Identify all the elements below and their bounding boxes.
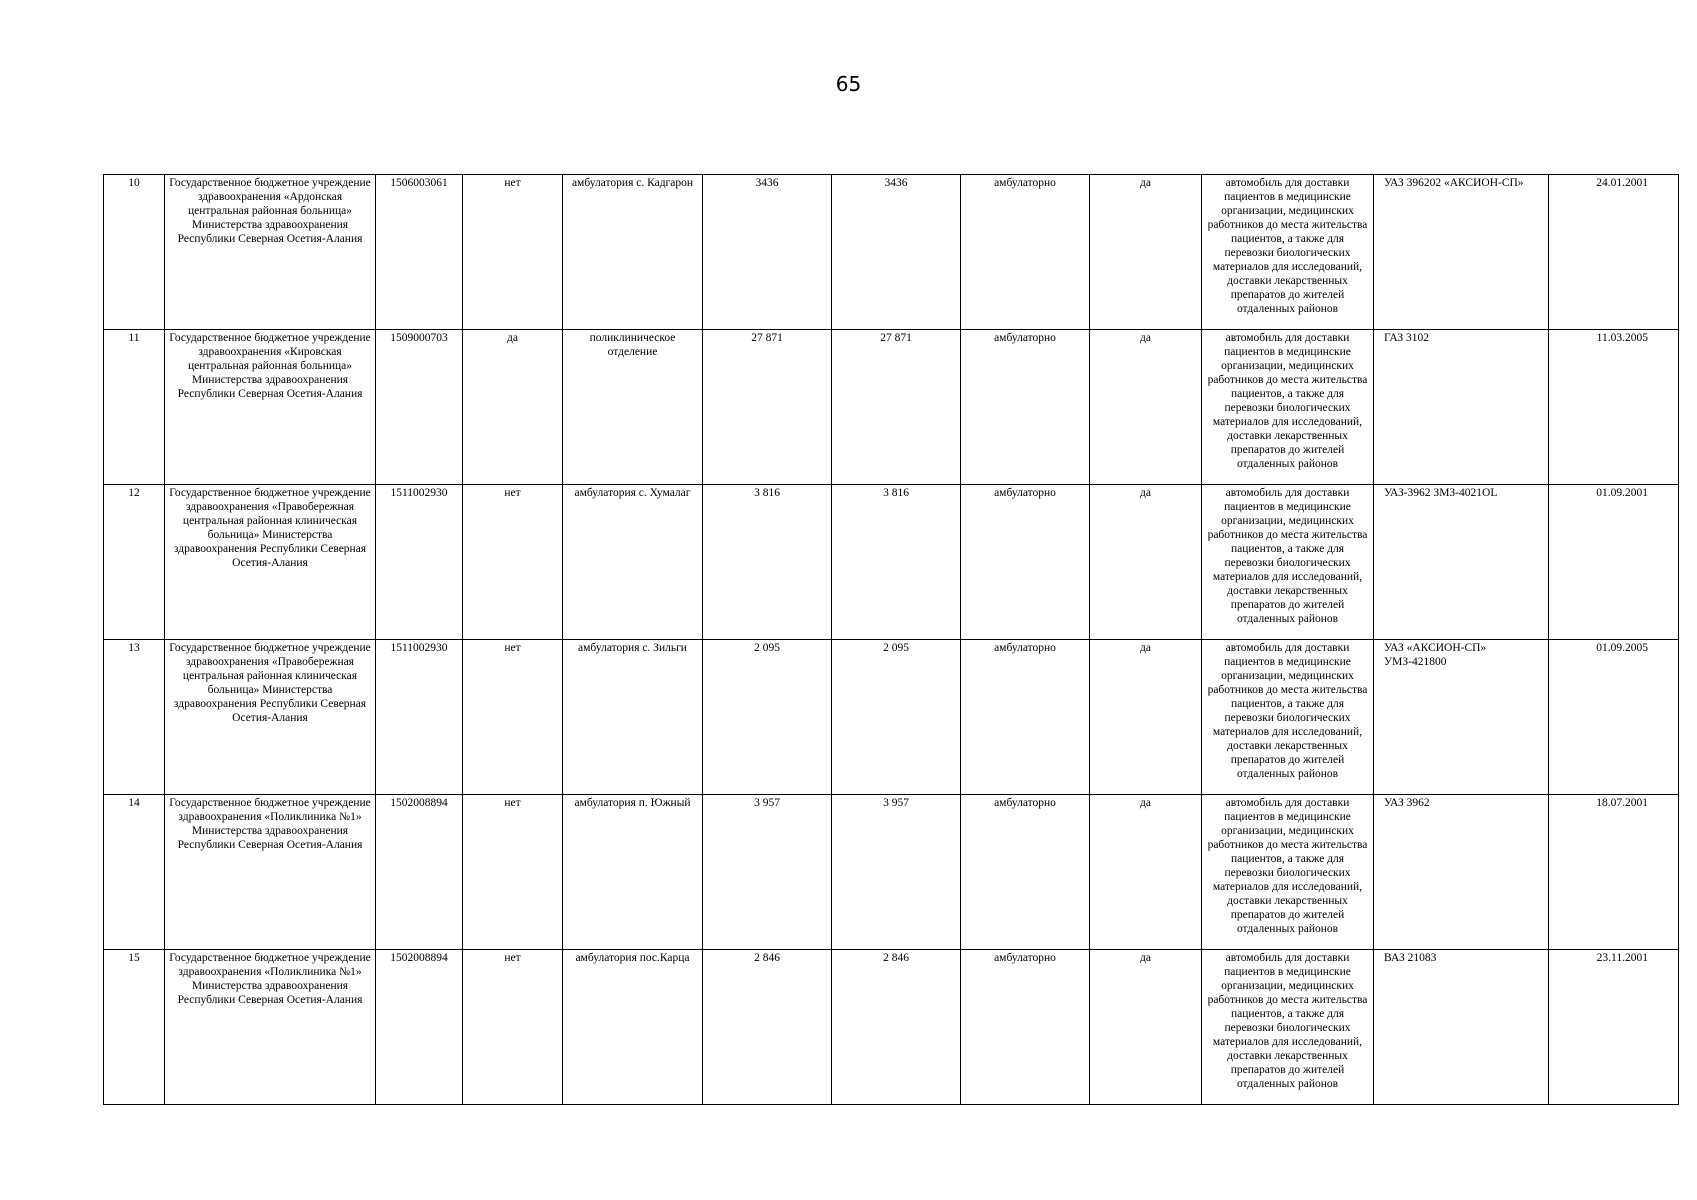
table-body: [104, 175, 1679, 1105]
purpose-cell: автомобиль для доставки пациентов в медицинские организации, медицинских работников до места жительства пациентов, а также для перевозки биологических материалов для исследований, доставки лекарственных препаратов до жителей отдаленных районов: [1202, 640, 1374, 795]
flag-cell: нет: [463, 950, 563, 1105]
population-served-cell: 2 846: [832, 950, 961, 1105]
row-number-cell: 10: [104, 175, 165, 330]
yes-cell: да: [1090, 330, 1202, 485]
inn-cell: 1502008894: [376, 795, 463, 950]
inn-cell: 1509000703: [376, 330, 463, 485]
flag-cell: нет: [463, 175, 563, 330]
mode-cell: амбулаторно: [961, 950, 1090, 1105]
unit-cell: амбулатория с. Зильги: [563, 640, 703, 795]
date-cell: 23.11.2001: [1549, 950, 1679, 1105]
flag-cell: нет: [463, 795, 563, 950]
unit-cell: амбулатория пос.Карца: [563, 950, 703, 1105]
purpose-cell: автомобиль для доставки пациентов в медицинские организации, медицинских работников до места жительства пациентов, а также для перевозки биологических материалов для исследований, доставки лекарственных препаратов до жителей отдаленных районов: [1202, 330, 1374, 485]
population-served-cell: 3 957: [832, 795, 961, 950]
purpose-cell: автомобиль для доставки пациентов в медицинские организации, медицинских работников до места жительства пациентов, а также для перевозки биологических материалов для исследований, доставки лекарственных препаратов до жителей отдаленных районов: [1202, 950, 1374, 1105]
vehicle-cell: УАЗ «АКСИОН-СП» УМЗ-421800: [1374, 640, 1549, 795]
population-cell: 2 095: [703, 640, 832, 795]
yes-cell: да: [1090, 950, 1202, 1105]
inn-cell: 1502008894: [376, 950, 463, 1105]
unit-cell: амбулатория с. Кадгарон: [563, 175, 703, 330]
purpose-cell: автомобиль для доставки пациентов в медицинские организации, медицинских работников до места жительства пациентов, а также для перевозки биологических материалов для исследований, доставки лекарственных препаратов до жителей отдаленных районов: [1202, 485, 1374, 640]
mode-cell: амбулаторно: [961, 640, 1090, 795]
organization-cell: Государственное бюджетное учреждение здравоохранения «Правобережная центральная районная клиническая больница» Министерства здравоохранения Республики Северная Осетия-Алания: [165, 485, 376, 640]
organization-cell: Государственное бюджетное учреждение здравоохранения «Поликлиника №1» Министерства здравоохранения Республики Северная Осетия-Алания: [165, 950, 376, 1105]
population-cell: 27 871: [703, 330, 832, 485]
date-cell: 18.07.2001: [1549, 795, 1679, 950]
yes-cell: да: [1090, 640, 1202, 795]
population-cell: 3 816: [703, 485, 832, 640]
mode-cell: амбулаторно: [961, 485, 1090, 640]
population-cell: 3436: [703, 175, 832, 330]
inn-cell: 1511002930: [376, 485, 463, 640]
inn-cell: 1511002930: [376, 640, 463, 795]
row-number-cell: 15: [104, 950, 165, 1105]
table-row: [104, 640, 1679, 795]
population-served-cell: 3 816: [832, 485, 961, 640]
mode-cell: амбулаторно: [961, 175, 1090, 330]
table-row: [104, 175, 1679, 330]
table-row: [104, 485, 1679, 640]
organization-cell: Государственное бюджетное учреждение здравоохранения «Ардонская центральная районная больница» Министерства здравоохранения Республики Северная Осетия-Алания: [165, 175, 376, 330]
date-cell: 01.09.2001: [1549, 485, 1679, 640]
purpose-cell: автомобиль для доставки пациентов в медицинские организации, медицинских работников до места жительства пациентов, а также для перевозки биологических материалов для исследований, доставки лекарственных препаратов до жителей отдаленных районов: [1202, 795, 1374, 950]
mode-cell: амбулаторно: [961, 795, 1090, 950]
mode-cell: амбулаторно: [961, 330, 1090, 485]
purpose-cell: автомобиль для доставки пациентов в медицинские организации, медицинских работников до места жительства пациентов, а также для перевозки биологических материалов для исследований, доставки лекарственных препаратов до жителей отдаленных районов: [1202, 175, 1374, 330]
page-number: 65: [835, 72, 862, 96]
population-served-cell: 3436: [832, 175, 961, 330]
table-row: [104, 330, 1679, 485]
yes-cell: да: [1090, 795, 1202, 950]
population-cell: 2 846: [703, 950, 832, 1105]
row-number-cell: 11: [104, 330, 165, 485]
yes-cell: да: [1090, 485, 1202, 640]
vehicle-cell: УАЗ-3962 ЗМЗ-4021OL: [1374, 485, 1549, 640]
flag-cell: да: [463, 330, 563, 485]
organization-cell: Государственное бюджетное учреждение здравоохранения «Кировская центральная районная больница» Министерства здравоохранения Республики Северная Осетия-Алания: [165, 330, 376, 485]
unit-cell: амбулатория п. Южный: [563, 795, 703, 950]
table-row: [104, 795, 1679, 950]
yes-cell: да: [1090, 175, 1202, 330]
table-row: [104, 950, 1679, 1105]
unit-cell: амбулатория с. Хумалаг: [563, 485, 703, 640]
flag-cell: нет: [463, 640, 563, 795]
vehicle-cell: УАЗ 396202 «АКСИОН-СП»: [1374, 175, 1549, 330]
vehicle-cell: УАЗ 3962: [1374, 795, 1549, 950]
registry-table: [103, 174, 1679, 1105]
date-cell: 24.01.2001: [1549, 175, 1679, 330]
row-number-cell: 14: [104, 795, 165, 950]
date-cell: 11.03.2005: [1549, 330, 1679, 485]
row-number-cell: 13: [104, 640, 165, 795]
population-served-cell: 2 095: [832, 640, 961, 795]
unit-cell: поликлиническое отделение: [563, 330, 703, 485]
population-cell: 3 957: [703, 795, 832, 950]
flag-cell: нет: [463, 485, 563, 640]
vehicle-cell: ГАЗ 3102: [1374, 330, 1549, 485]
organization-cell: Государственное бюджетное учреждение здравоохранения «Правобережная центральная районная клиническая больница» Министерства здравоохранения Республики Северная Осетия-Алания: [165, 640, 376, 795]
vehicle-cell: ВАЗ 21083: [1374, 950, 1549, 1105]
date-cell: 01.09.2005: [1549, 640, 1679, 795]
inn-cell: 1506003061: [376, 175, 463, 330]
population-served-cell: 27 871: [832, 330, 961, 485]
row-number-cell: 12: [104, 485, 165, 640]
organization-cell: Государственное бюджетное учреждение здравоохранения «Поликлиника №1» Министерства здравоохранения Республики Северная Осетия-Алания: [165, 795, 376, 950]
